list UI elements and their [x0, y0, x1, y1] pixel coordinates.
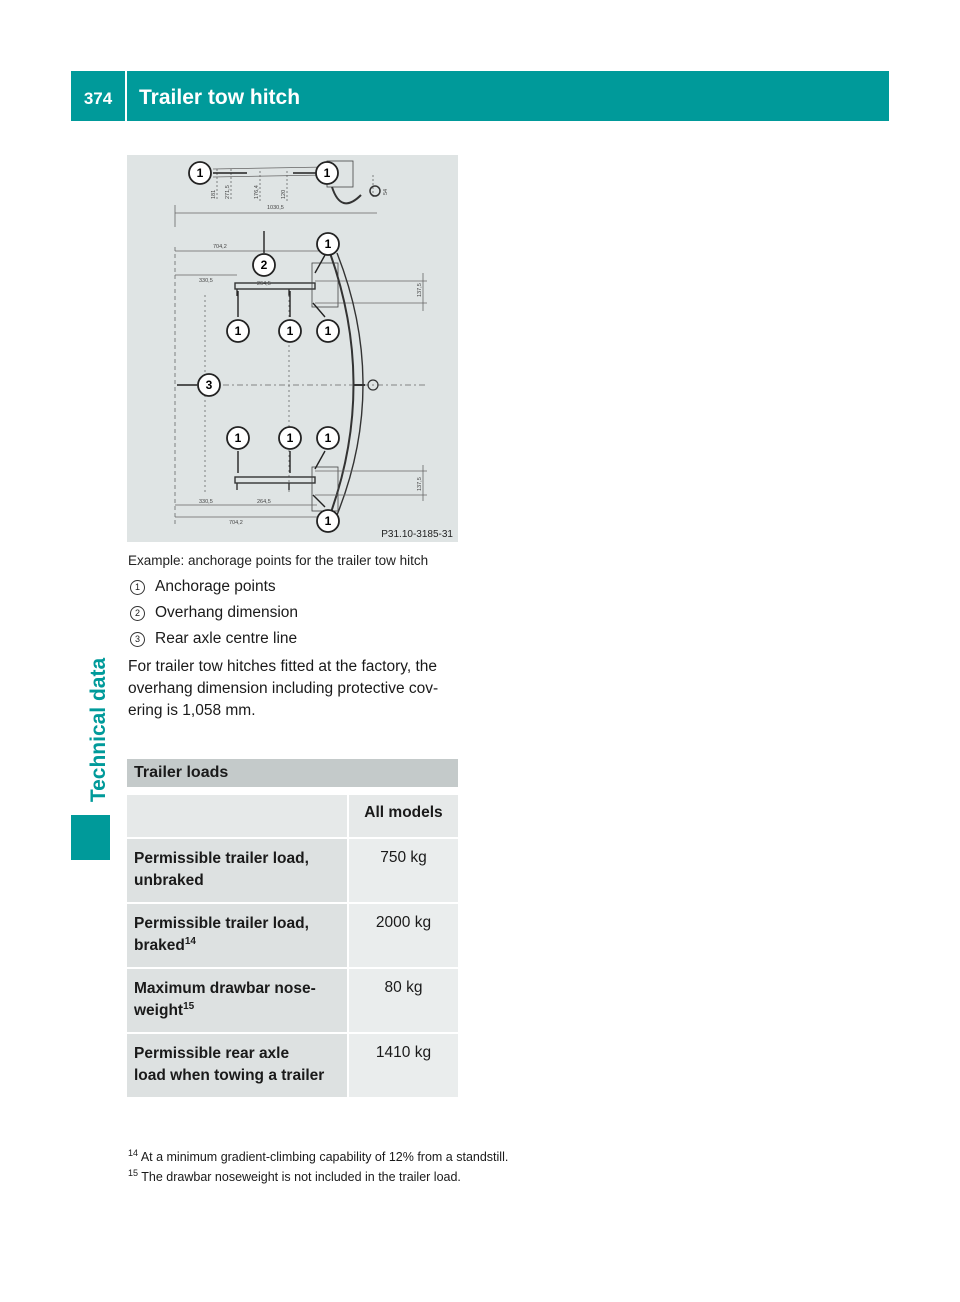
- callout-marker: [317, 427, 339, 449]
- footnote-ref: 14: [184, 935, 196, 947]
- dim-label: 264,5: [257, 499, 271, 505]
- callout-marker: [279, 320, 301, 342]
- table-row: [127, 968, 458, 1033]
- legend-item: [128, 626, 463, 652]
- footnote: $^{15}$ The drawbar noseweight is not included in the trailer load.: [128, 1167, 461, 1184]
- trailer-loads-heading: [127, 759, 458, 787]
- row-label: Maximum drawbar nose- weight$^{15}$: [127, 968, 348, 1033]
- section-marker-block: [71, 815, 110, 860]
- svg-text:1: 1: [234, 431, 242, 445]
- table-header-all-models: All models: [348, 795, 458, 838]
- callout-marker: [227, 320, 249, 342]
- trailer-loads-heading-text: Trailer loads: [134, 764, 229, 781]
- svg-text:1: 1: [196, 166, 204, 180]
- callout-marker: [189, 162, 211, 184]
- svg-text:3: 3: [205, 378, 213, 392]
- svg-text:1: 1: [324, 431, 332, 445]
- anchorage-points-diagram: [127, 155, 458, 542]
- callout-marker: [253, 254, 275, 276]
- dim-label: 120: [281, 189, 287, 199]
- dim-label: 137,5: [417, 283, 423, 297]
- row-label: Permissible rear axle load when towing a trailer: [127, 1033, 348, 1098]
- figure-legend: [128, 574, 463, 652]
- callout-marker: [317, 233, 339, 255]
- dim-label: 704,2: [213, 244, 227, 250]
- row-value: 80 kg: [348, 968, 458, 1033]
- row-value: 2000 kg: [348, 903, 458, 968]
- legend-marker: 2: [130, 606, 145, 621]
- legend-marker: 3: [130, 632, 145, 647]
- svg-text:2: 2: [260, 258, 268, 272]
- dim-label: 176,4: [254, 185, 260, 199]
- diagram-drawing: [127, 155, 458, 542]
- dim-label: 1030,5: [267, 205, 284, 211]
- body-paragraph: [128, 656, 463, 722]
- dim-label: 330,5: [199, 499, 213, 505]
- row-value: 750 kg: [348, 838, 458, 903]
- callout-marker: [316, 162, 338, 184]
- callout-marker: [317, 320, 339, 342]
- table-header-empty: [127, 795, 348, 838]
- callout-marker: [198, 374, 220, 396]
- svg-text:1: 1: [234, 324, 242, 338]
- svg-text:1: 1: [324, 237, 332, 251]
- table-row: [127, 903, 458, 968]
- legend-text: Overhang dimension: [155, 604, 299, 621]
- section-side-label: [84, 650, 114, 810]
- table-row: [127, 1033, 458, 1098]
- callout-marker: [279, 427, 301, 449]
- svg-text:1: 1: [324, 514, 332, 528]
- row-label: Permissible trailer load, braked$^{14}$: [127, 903, 348, 968]
- callout-marker: [317, 510, 339, 532]
- trailer-loads-table: [127, 795, 458, 1099]
- footnote: $^{14}$ At a minimum gradient-climbing capability of 12% from a standstill.: [128, 1147, 509, 1164]
- table-row: [127, 838, 458, 903]
- header-divider: [125, 71, 127, 121]
- page-title: Trailer tow hitch: [139, 86, 301, 109]
- svg-text:1: 1: [286, 431, 294, 445]
- figure-caption: Example: anchorage points for the trailer tow hitch: [128, 553, 429, 568]
- dim-label: 137,5: [417, 477, 423, 491]
- svg-text:1: 1: [286, 324, 294, 338]
- legend-item: [128, 574, 463, 600]
- footnotes: [128, 1147, 688, 1187]
- dim-label: 271,5: [225, 185, 231, 199]
- dim-label: 181: [211, 189, 217, 199]
- dim-label: 54: [383, 188, 389, 195]
- dim-label: 264,5: [257, 281, 271, 287]
- legend-item: [128, 600, 463, 626]
- section-side-label-text: Technical data: [87, 657, 111, 803]
- svg-text:1: 1: [323, 166, 331, 180]
- legend-text: Rear axle centre line: [155, 630, 298, 647]
- figure-reference: P31.10-3185-31: [381, 529, 453, 540]
- legend-marker: 1: [130, 580, 145, 595]
- paragraph-line: ering is 1,058 mm.: [128, 702, 256, 719]
- callout-marker: [227, 427, 249, 449]
- page-number: 374: [83, 89, 113, 108]
- row-value: 1410 kg: [348, 1033, 458, 1098]
- paragraph-line: For trailer tow hitches fitted at the factory, the: [128, 658, 437, 675]
- dim-label: 704,2: [229, 520, 243, 526]
- table-header-row: [127, 795, 458, 838]
- row-label: Permissible trailer load, unbraked: [127, 838, 348, 903]
- legend-text: Anchorage points: [155, 578, 276, 595]
- svg-text:1: 1: [324, 324, 332, 338]
- footnote-ref: 15: [183, 1000, 195, 1012]
- page-header: [71, 71, 889, 121]
- paragraph-line: overhang dimension including protective cov-: [128, 680, 439, 697]
- dim-label: 330,5: [199, 278, 213, 284]
